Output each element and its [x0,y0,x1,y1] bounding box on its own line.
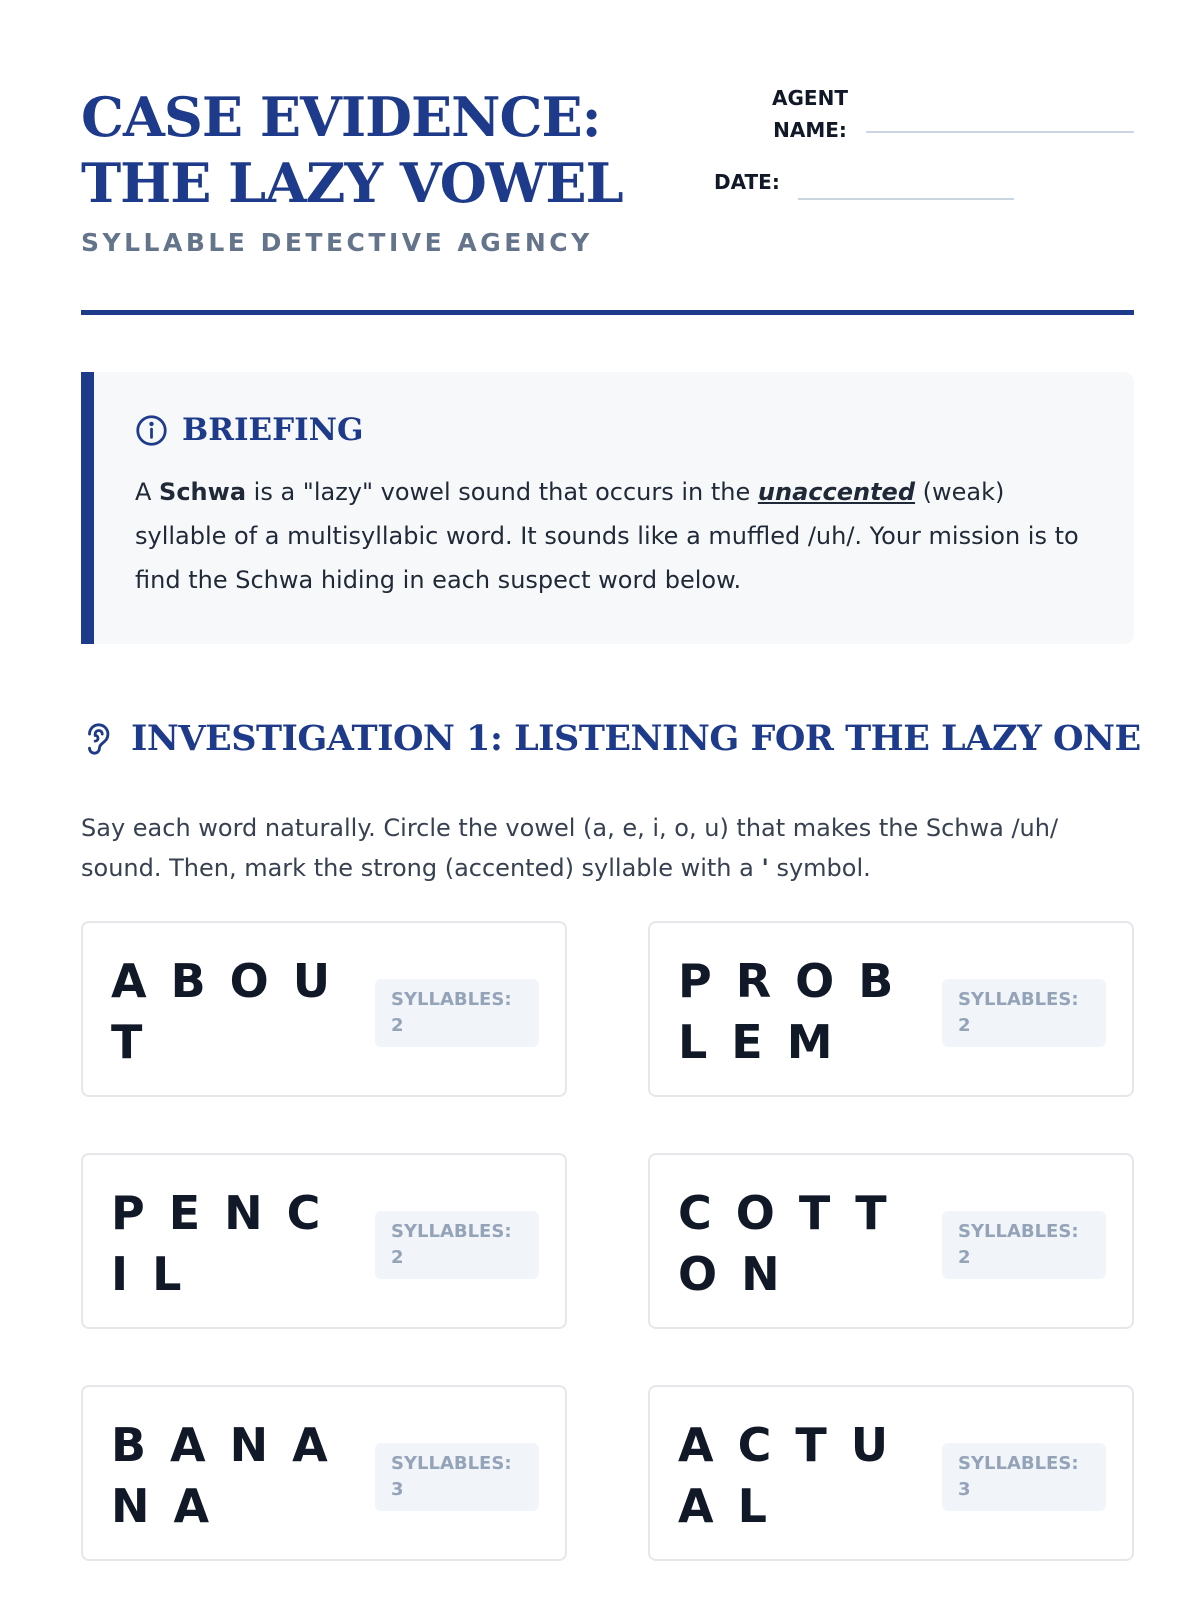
suspect-word: COTTON [678,1186,911,1301]
agent-name-field[interactable] [866,131,1134,133]
briefing-text-part: is a "lazy" vowel sound that occurs in the [246,478,758,506]
syllable-badge [375,1443,539,1511]
syllables-count: 3 [391,1479,404,1500]
investigation-header [81,718,1141,759]
accent-mark: ' [761,854,769,882]
word-card[interactable] [648,1385,1134,1561]
syllable-badge [942,1443,1106,1511]
syllables-label: SYLLABLES: [958,989,1079,1010]
syllables-count: 2 [391,1247,404,1268]
word-card[interactable] [648,921,1134,1097]
investigation-instructions [81,808,1141,888]
syllables-label: SYLLABLES: [958,1221,1079,1242]
agency-subtitle: SYLLABLE DETECTIVE AGENCY [81,228,593,257]
syllable-badge [942,1211,1106,1279]
suspect-word: PROBLEM [678,954,918,1069]
syllables-label: SYLLABLES: [391,1221,512,1242]
syllable-badge [375,1211,539,1279]
syllables-count: 2 [958,1247,971,1268]
word-card[interactable] [81,921,567,1097]
agent-name-label: AGENT NAME: [772,86,848,142]
syllables-count: 2 [958,1015,971,1036]
page-title: CASE EVIDENCE: THE LAZY VOWEL [81,85,623,215]
syllable-badge [375,979,539,1047]
briefing-box [81,372,1134,644]
header-divider [81,310,1134,315]
briefing-text [135,470,1095,602]
word-card[interactable] [81,1385,567,1561]
briefing-title: BRIEFING [182,412,364,448]
briefing-header [135,412,363,448]
instructions-part: Say each word naturally. Circle the vowel (a, e, i, o, u) that makes the Schwa /uh/ sound. Then, mark the strong (accented) syllable with a [81,814,1059,882]
word-card[interactable] [81,1153,567,1329]
syllables-label: SYLLABLES: [391,989,512,1010]
syllables-label: SYLLABLES: [958,1453,1079,1474]
syllables-label: SYLLABLES: [391,1453,512,1474]
syllables-count: 3 [958,1479,971,1500]
briefing-text-part: A [135,478,160,506]
info-circle-icon [135,414,168,447]
suspect-word: ABOUT [111,954,355,1069]
ear-icon [81,720,115,758]
suspect-word: ACTUAL [678,1418,913,1533]
suspect-word: BANANA [111,1418,352,1533]
investigation-title: INVESTIGATION 1: LISTENING FOR THE LAZY ONE [131,718,1141,759]
briefing-text-part: (weak) syllable of a multisyllabic word. It sounds like a muffled /uh/. Your mission is to find the Schwa hiding in each suspect word below. [135,478,1079,594]
suspect-word: PENCIL [111,1186,345,1301]
word-card[interactable] [648,1153,1134,1329]
schwa-term: Schwa [159,478,247,506]
unaccented-term: unaccented [757,478,916,506]
syllable-badge [942,979,1106,1047]
syllables-count: 2 [391,1015,404,1036]
date-field[interactable] [798,198,1014,200]
date-label: DATE: [714,170,780,194]
instructions-part: symbol. [768,854,871,882]
